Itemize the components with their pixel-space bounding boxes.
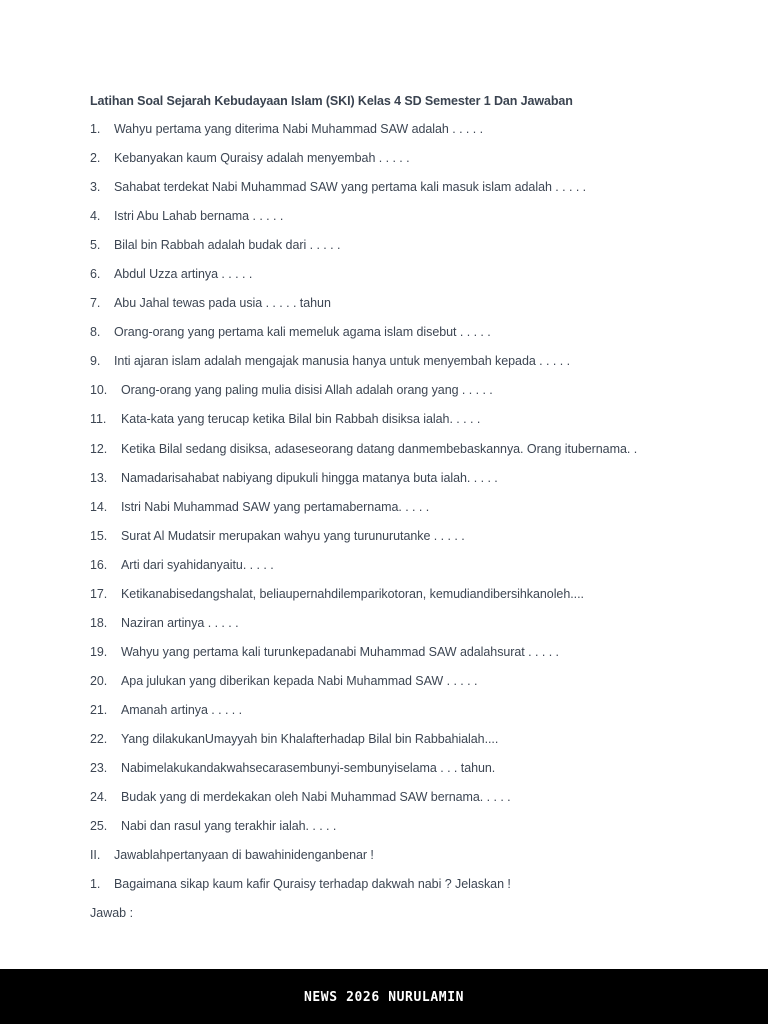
question-item [90, 817, 730, 846]
question-number: 13. [90, 470, 108, 485]
question-text: Budak yang di merdekakan oleh Nabi Muhammad SAW bernama. . . . . [121, 790, 511, 805]
question-item [90, 207, 730, 236]
section-heading [90, 846, 730, 875]
question-item [90, 440, 730, 469]
question-text: Kata-kata yang terucap ketika Bilal bin Rabbah disiksa ialah. . . . . [121, 412, 481, 427]
question-text: Arti dari syahidanyaitu. . . . . [121, 557, 274, 572]
question-item [90, 120, 730, 149]
question-text: Nabimelakukandakwahsecarasembunyi-sembunyiselama . . . tahun. [121, 761, 496, 776]
answer-label: Jawab : [90, 906, 134, 921]
question-text: Bagaimana sikap kaum kafir Quraisy terhadap dakwah nabi ? Jelaskan ! [114, 877, 511, 892]
question-number: 20. [90, 673, 108, 688]
question-text: Wahyu pertama yang diterima Nabi Muhammad SAW adalah . . . . . [114, 122, 484, 136]
question-text: Naziran artinya . . . . . [121, 615, 239, 630]
question-item [90, 294, 730, 323]
question-number: 19. [90, 644, 108, 659]
question-text: Istri Nabi Muhammad SAW yang pertamabernama. . . . . [121, 499, 430, 514]
question-text: Wahyu yang pertama kali turunkepadanabi Muhammad SAW adalahsurat . . . . . [121, 644, 559, 659]
question-text: Abu Jahal tewas pada usia . . . . . tahun [114, 296, 331, 311]
question-text: Bilal bin Rabbah adalah budak dari . . . . . [114, 238, 341, 253]
footer-text: NEWS 2026 NURULAMIN [303, 989, 465, 1005]
question-number: 1. [90, 877, 101, 892]
essay-question [90, 875, 730, 904]
question-text: Abdul Uzza artinya . . . . . [114, 267, 253, 282]
question-item [90, 556, 730, 585]
question-number: 24. [90, 790, 108, 805]
question-item [90, 643, 730, 672]
question-number: 18. [90, 615, 108, 630]
question-number: 8. [90, 325, 101, 340]
question-text: Amanah artinya . . . . . [121, 702, 243, 717]
question-text: Orang-orang yang pertama kali memeluk agama islam disebut . . . . . [114, 325, 491, 340]
question-number: 5. [90, 238, 101, 253]
question-number: 17. [90, 586, 108, 601]
question-item [90, 469, 730, 498]
question-number: 23. [90, 761, 108, 776]
question-text: Orang-orang yang paling mulia disisi Allah adalah orang yang . . . . . [121, 383, 493, 398]
question-item [90, 265, 730, 294]
question-item [90, 381, 730, 410]
question-item [90, 672, 730, 701]
question-number: 7. [90, 296, 101, 311]
question-item [90, 614, 730, 643]
question-number: 1. [90, 122, 101, 136]
section-number: II. [90, 848, 101, 863]
section-instruction: Jawablahpertanyaan di bawahinidenganbenar ! [114, 848, 374, 863]
question-text: Surat Al Mudatsir merupakan wahyu yang turunurutanke . . . . . [121, 528, 465, 543]
question-item [90, 236, 730, 265]
question-number: 25. [90, 819, 108, 834]
question-text: Nabi dan rasul yang terakhir ialah. . . . . [121, 819, 337, 834]
question-number: 6. [90, 267, 101, 282]
question-number: 15. [90, 528, 108, 543]
question-number: 3. [90, 180, 101, 195]
question-item [90, 498, 730, 527]
question-number: 12. [90, 441, 108, 456]
question-item [90, 527, 730, 556]
question-item [90, 585, 730, 614]
question-number: 10. [90, 383, 108, 398]
question-number: 22. [90, 731, 108, 746]
question-text: Yang dilakukanUmayyah bin Khalafterhadap Bilal bin Rabbahialah.... [121, 731, 499, 746]
question-text: Sahabat terdekat Nabi Muhammad SAW yang pertama kali masuk islam adalah . . . . . [114, 180, 587, 195]
question-item [90, 352, 730, 381]
question-number: 9. [90, 354, 101, 369]
question-text: Ketika Bilal sedang disiksa, adaseseorang datang danmembebaskannya. Orang itubernama. . [121, 441, 638, 456]
question-item [90, 759, 730, 788]
question-text: Inti ajaran islam adalah mengajak manusia hanya untuk menyembah kepada . . . . . [114, 354, 570, 369]
question-text: Apa julukan yang diberikan kepada Nabi Muhammad SAW . . . . . [121, 673, 478, 688]
question-item [90, 149, 730, 178]
question-item [90, 730, 730, 759]
question-text: Kebanyakan kaum Quraisy adalah menyembah . . . . . [114, 151, 410, 166]
question-number: 16. [90, 557, 108, 572]
question-item [90, 178, 730, 207]
question-text: Ketikanabisedangshalat, beliaupernahdilemparikotoran, kemudiandibersihkanoleh.... [121, 586, 584, 601]
question-number: 11. [90, 412, 107, 427]
question-number: 14. [90, 499, 108, 514]
document-title: Latihan Soal Sejarah Kebudayaan Islam (SKI) Kelas 4 SD Semester 1 Dan Jawaban [90, 94, 573, 108]
question-list [90, 120, 730, 846]
question-number: 2. [90, 151, 101, 166]
footer-bar [0, 969, 768, 1024]
question-item [90, 788, 730, 817]
document-page [90, 91, 730, 924]
question-item [90, 410, 730, 439]
question-number: 21. [90, 702, 108, 717]
question-text: Namadarisahabat nabiyang dipukuli hingga matanya buta ialah. . . . . [121, 470, 498, 485]
question-text: Istri Abu Lahab bernama . . . . . [114, 209, 284, 224]
question-item [90, 323, 730, 352]
question-item [90, 701, 730, 730]
question-number: 4. [90, 209, 101, 224]
